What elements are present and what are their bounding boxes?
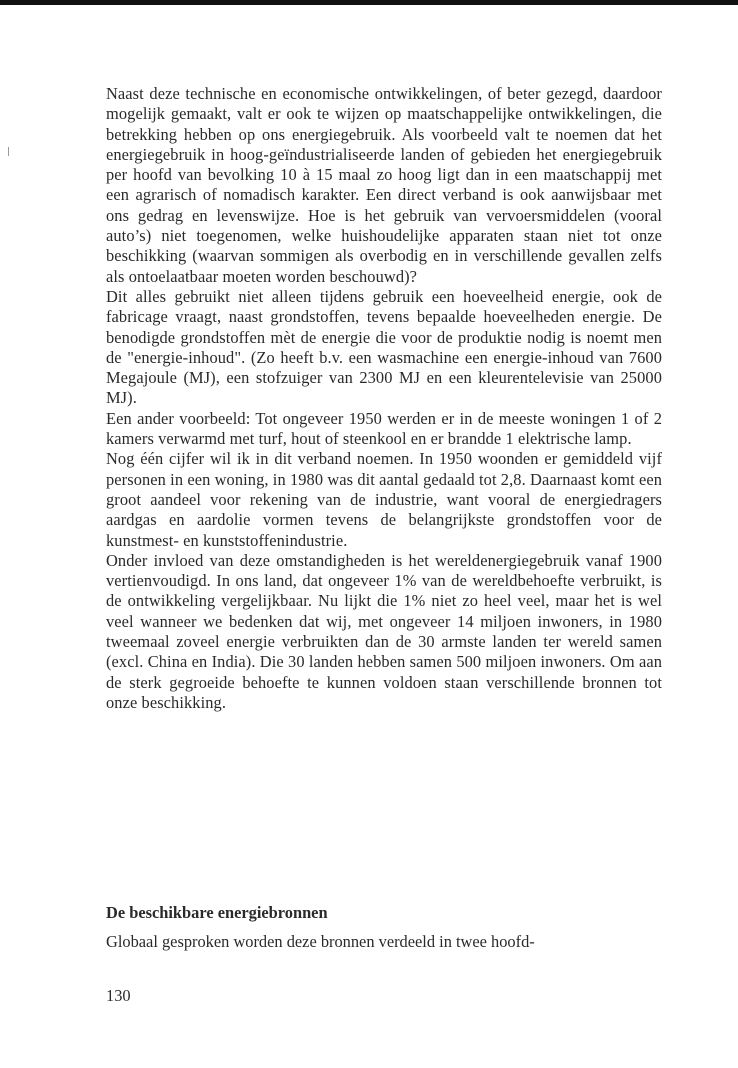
paragraph-5: Onder invloed van deze omstandigheden is het wereldenergiegebruik vanaf 1900 vertienvoudigd. In ons land, dat ongeveer 1% van de wereldbehoefte verbruikt, is de ontwikkeling vergelijkbaar. Nu lijkt die 1% niet zo heel veel, maar het is wel veel wanneer we bedenken dat wij, met ongeveer 14 miljoen inwoners, in 1980 tweemaal zoveel energie verbruikten dan de 30 armste landen ter wereld samen (excl. China en India). Die 30 landen hebben samen 500 miljoen inwoners. Om aan de sterk gegroeide behoefte te kunnen voldoen staan verschillende bronnen tot onze beschikking. — [106, 550, 662, 712]
paragraph-4: Nog één cijfer wil ik in dit verband noemen. In 1950 woonden er gemiddeld vijf personen in een woning, in 1980 was dit aantal gedaald tot 2,8. Daarnaast komt een groot aandeel voor rekening van de industrie, want vooral de energiedragers aardgas en aardolie vormen tevens de belangrijkste grondstoffen voor de kunstmest- en kunststoffenindustrie. — [106, 449, 662, 550]
page-body — [106, 84, 662, 713]
paragraph-2: Dit alles gebruikt niet alleen tijdens gebruik een hoeveelheid energie, ook de fabricage vraagt, naast grondstoffen, tevens bepaalde hoeveelheden energie. De benodigde grondstoffen mèt de energie die voor de produktie nodig is noemt men de "energie-inhoud". (Zo heeft b.v. een wasmachine een energie-inhoud van 7600 Megajoule (MJ), een stofzuiger van 2300 MJ en een kleurentelevisie van 25000 MJ). — [106, 286, 662, 408]
paragraph-1: Naast deze technische en economische ontwikkelingen, of beter gezegd, daardoor mogelijk gemaakt, valt er ook te wijzen op maatschappelijke ontwikkelingen, die betrekking hebben op ons energiegebruik. Als voorbeeld valt te noemen dat het energiegebruik in hoog-geïndustrialiseerde landen of gebieden het energiegebruik per hoofd van bevolking 10 à 15 maal zo hoog ligt dan in een maatschappij met een agrarisch of nomadisch karakter. Een direct verband is ook aanwijsbaar met ons gedrag en levenswijze. Hoe is het gebruik van vervoersmiddelen (vooral auto’s) niet toegenomen, welke huishoudelijke apparaten staan niet tot onze beschikking (waarvan sommigen als overbodig en in verschillende gevallen zelfs als ontoelaatbaar moeten worden beschouwd)? — [106, 84, 662, 286]
paragraph-3: Een ander voorbeeld: Tot ongeveer 1950 werden er in de meeste woningen 1 of 2 kamers verwarmd met turf, hout of steenkool en er brandde 1 elektrische lamp. — [106, 408, 662, 449]
page-number: 130 — [106, 986, 131, 1005]
section-heading: De beschikbare energiebronnen — [106, 903, 328, 922]
section-intro-text: Globaal gesproken worden deze bronnen verdeeld in twee hoofd- — [106, 932, 535, 951]
scan-mark — [8, 147, 9, 156]
page-top-rule — [0, 0, 738, 5]
